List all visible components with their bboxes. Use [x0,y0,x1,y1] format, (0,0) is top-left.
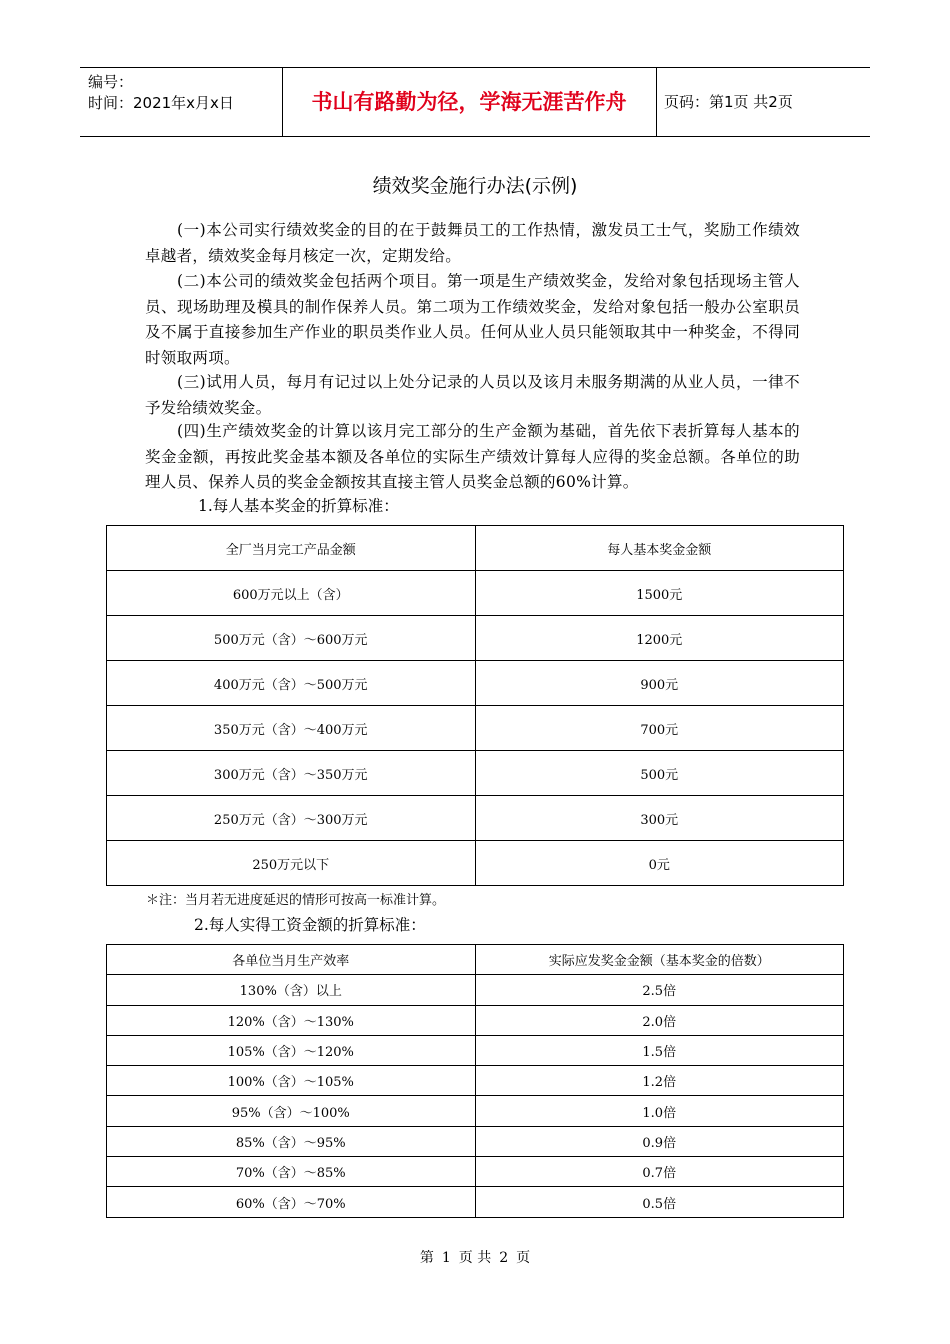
document-title: 绩效奖金施行办法(示例) [372,175,578,197]
table-row [107,1066,844,1096]
table-cell: 900元 [475,661,844,706]
table-cell: 700元 [475,706,844,751]
footer-suffix: 页 [516,1250,531,1266]
table-cell: 130%（含）以上 [107,975,476,1005]
table-row [107,616,844,661]
table-cell: 250万元（含）～300万元 [107,796,476,841]
page-header [80,67,870,137]
header-motto: 书山有路勤为径，学海无涯苦作舟 [311,90,627,114]
paragraph-3: (三)试用人员，每月有记过以上处分记录的人员以及该月未服务期满的从业人员，一律不予发给绩效奖金。 [145,373,800,417]
table-cell: 250万元以下 [107,841,476,886]
table-cell: 400万元（含）～500万元 [107,661,476,706]
table-cell: 105%（含）～120% [107,1035,476,1065]
table-cell: 70%（含）～85% [107,1157,476,1187]
footer-prefix: 第 [419,1250,434,1266]
table-header-row [107,945,844,975]
table-header-cell: 全厂当月完工产品金额 [107,526,476,571]
table-row [107,1096,844,1126]
table-cell: 350万元（含）～400万元 [107,706,476,751]
table-row [107,751,844,796]
table-cell: 0元 [475,841,844,886]
table-cell: 500万元（含）～600万元 [107,616,476,661]
table-note: ＊注：当月若无进度延迟的情形可按高一标准计算。 [146,893,446,908]
table-row [107,1187,844,1217]
table-cell: 300元 [475,796,844,841]
document-date-label: 时间：2021年x月x日 [88,94,234,112]
basic-bonus-table [106,525,844,886]
table-cell: 1500元 [475,571,844,616]
table-row [107,841,844,886]
paragraph-2: (二)本公司的绩效奖金包括两个项目。第一项是生产绩效奖金，发给对象包括现场主管人员、现场助理及模具的制作保养人员。第二项为工作绩效奖金，发给对象包括一般办公室职员及不属于直接参加生产作业的职员类作业人员。任何从业人员只能领取其中一种奖金，不得同时领取两项。 [145,272,800,367]
page-footer [0,1247,950,1267]
table-cell: 1200元 [475,616,844,661]
table-row [107,796,844,841]
table-header-cell: 每人基本奖金金额 [475,526,844,571]
footer-mid: 页 共 [458,1250,492,1266]
table-cell: 0.9倍 [475,1126,844,1156]
table-cell: 500元 [475,751,844,796]
table-row [107,1126,844,1156]
table-cell: 1.0倍 [475,1096,844,1126]
section-1-heading: 1.每人基本奖金的折算标准： [198,497,399,515]
table-header-cell: 实际应发奖金金额（基本奖金的倍数） [475,945,844,975]
table-header-row [107,526,844,571]
footer-total-pages: 2 [499,1250,509,1266]
table-cell: 100%（含）～105% [107,1066,476,1096]
table-cell: 0.5倍 [475,1187,844,1217]
table-cell: 95%（含）～100% [107,1096,476,1126]
section-2-heading: 2.每人实得工资金额的折算标准： [194,916,426,934]
table-cell: 60%（含）～70% [107,1187,476,1217]
table-cell: 0.7倍 [475,1157,844,1187]
paragraph-4: (四)生产绩效奖金的计算以该月完工部分的生产金额为基础，首先依下表折算每人基本的奖金金额，再按此奖金基本额及各单位的实际生产绩效计算每人应得的奖金总额。各单位的助理人员、保养人员的奖金金额按其直接主管人员奖金总额的60%计算。 [145,422,800,491]
table-cell: 120%（含）～130% [107,1005,476,1035]
paragraph-1: (一)本公司实行绩效奖金的目的在于鼓舞员工的工作热情，激发员工士气，奖励工作绩效卓越者，绩效奖金每月核定一次，定期发给。 [145,221,800,265]
table-row [107,1035,844,1065]
table-cell: 600万元以上（含） [107,571,476,616]
footer-page-number: 1 [441,1250,451,1266]
table-row [107,571,844,616]
table-row [107,1157,844,1187]
table-header-cell: 各单位当月生产效率 [107,945,476,975]
table-row [107,1005,844,1035]
bonus-multiplier-table [106,944,844,1218]
header-meta [88,72,284,114]
table-cell: 1.5倍 [475,1035,844,1065]
table-row [107,975,844,1005]
table-row [107,706,844,751]
header-page-info: 页码：第1页 共2页 [664,93,793,111]
table-cell: 85%（含）～95% [107,1126,476,1156]
table-cell: 1.2倍 [475,1066,844,1096]
table-cell: 2.0倍 [475,1005,844,1035]
table-cell: 2.5倍 [475,975,844,1005]
header-divider [656,68,657,136]
document-number-label: 编号： [88,73,134,91]
table-cell: 300万元（含）～350万元 [107,751,476,796]
table-row [107,661,844,706]
